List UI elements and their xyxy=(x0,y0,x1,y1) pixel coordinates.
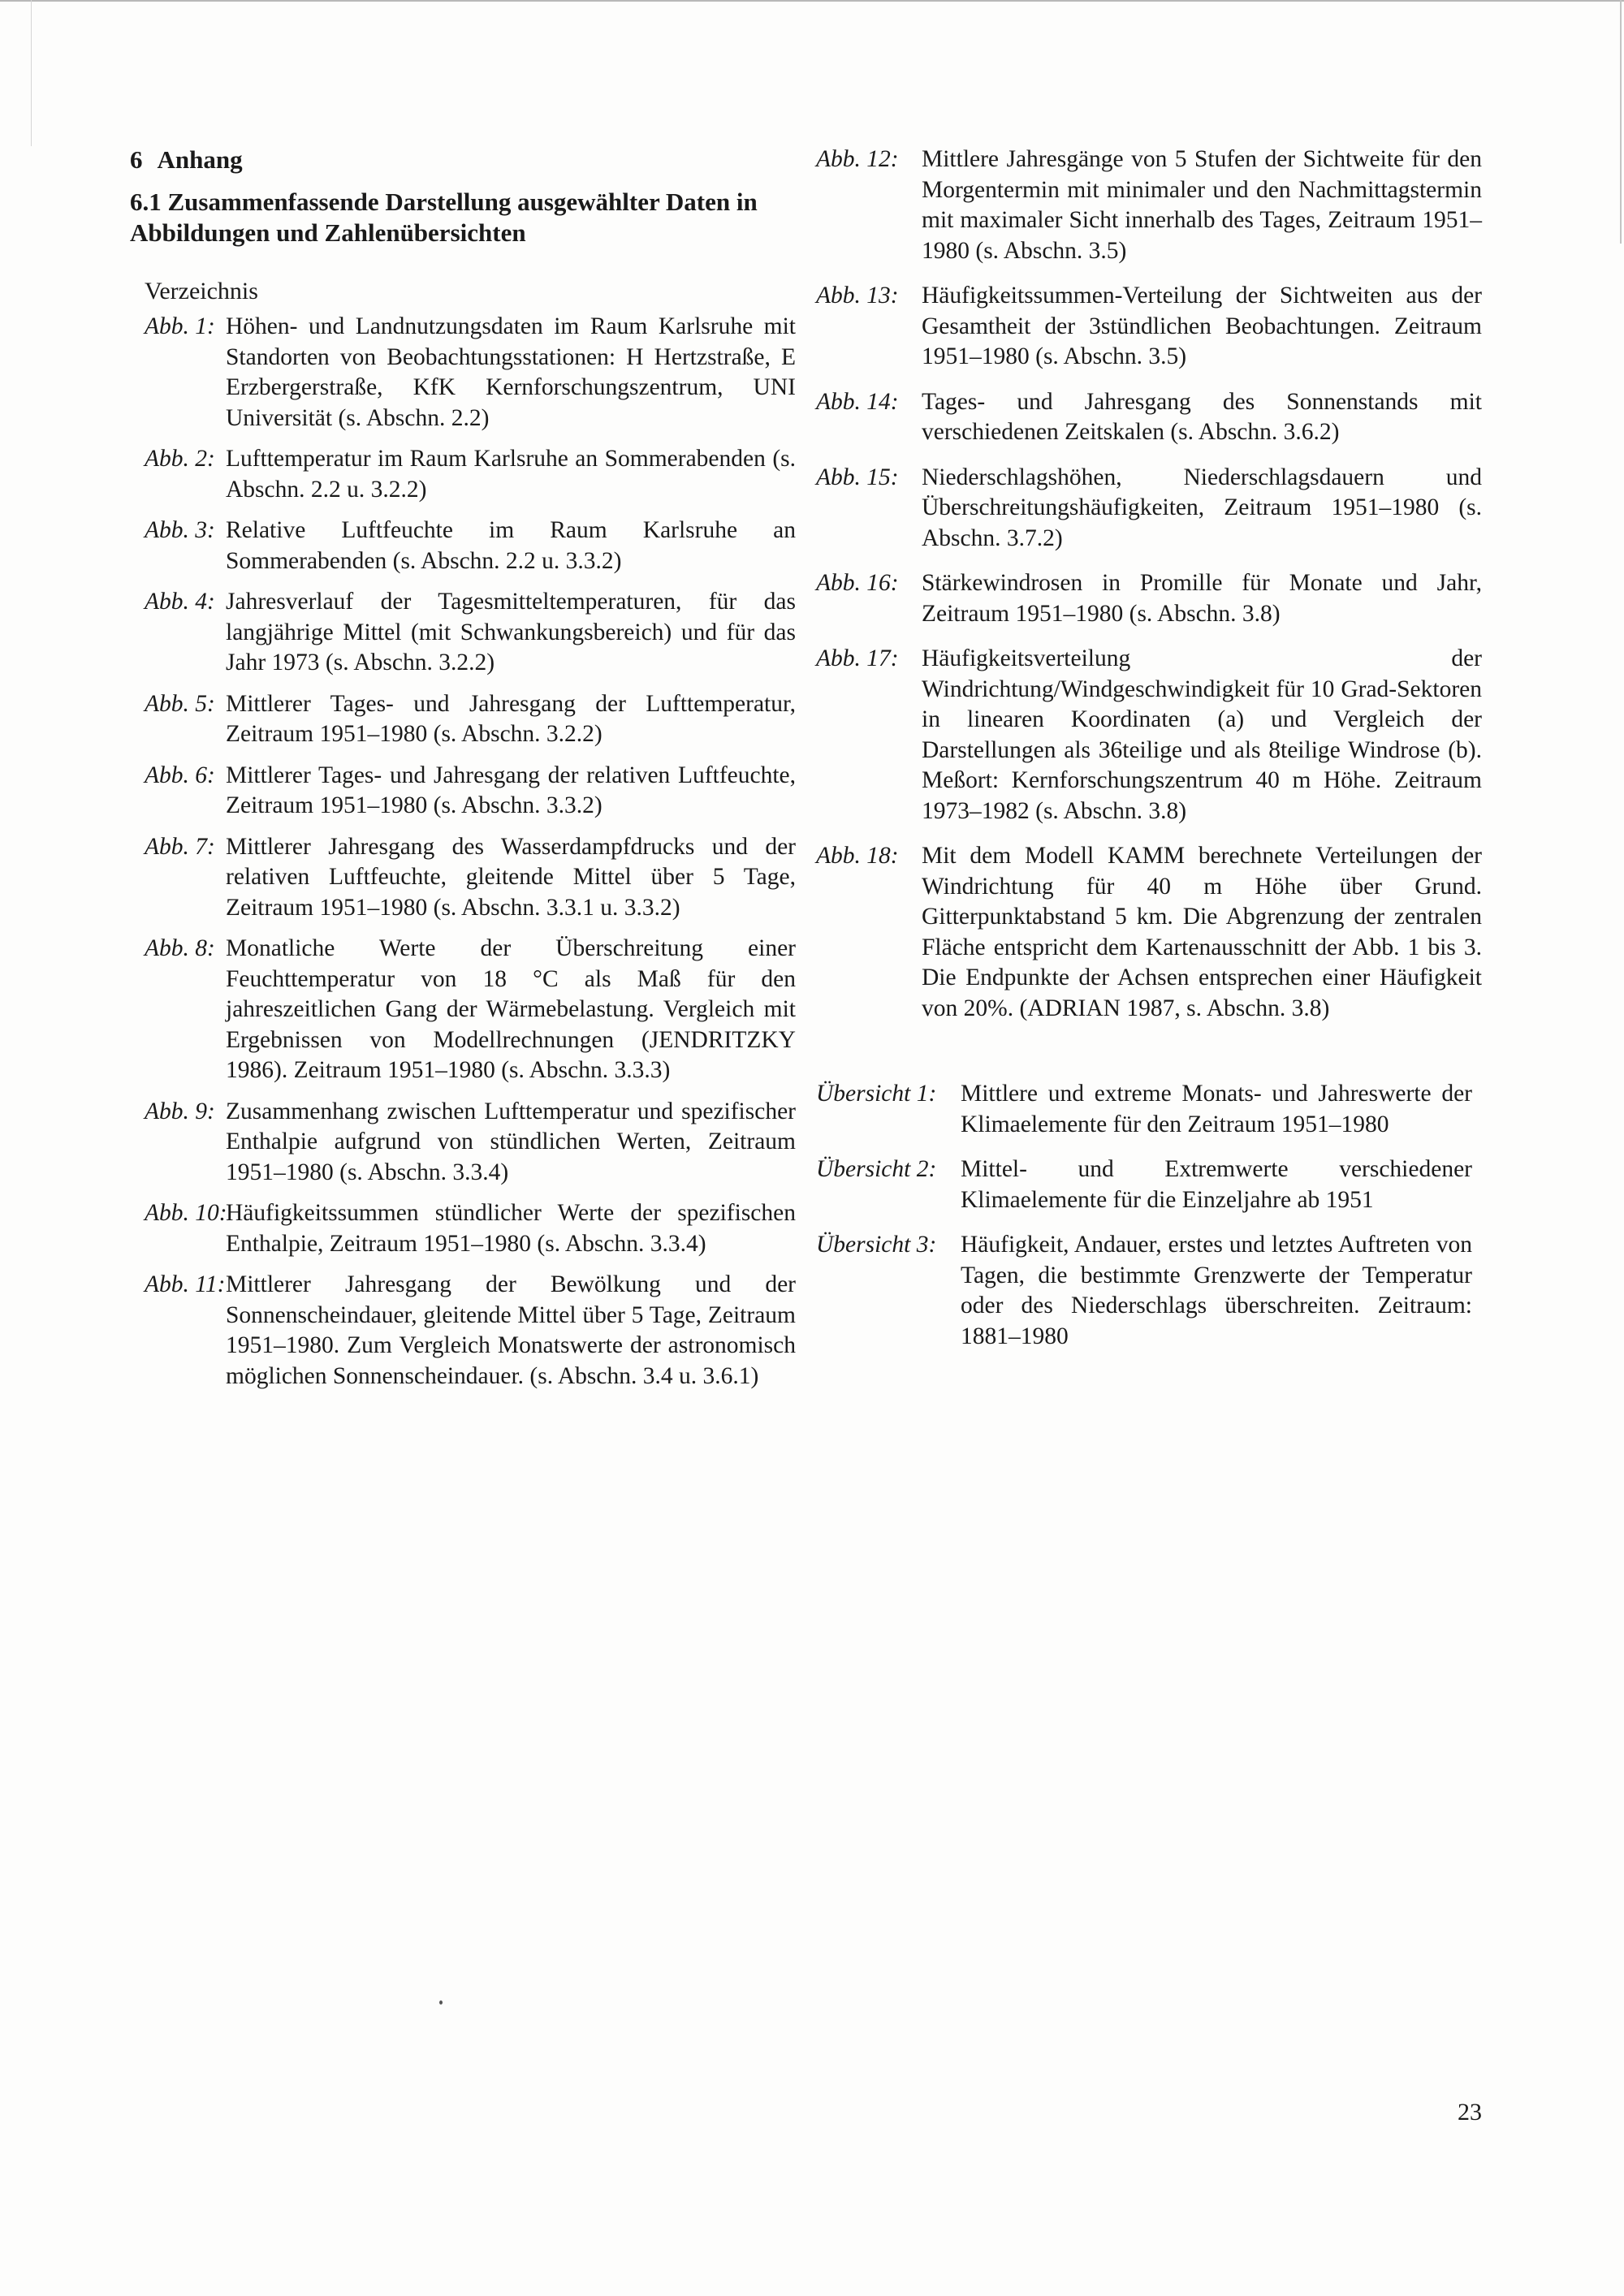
verzeichnis-label: Verzeichnis xyxy=(145,278,258,304)
overview-caption: Häufigkeit, Andauer, erstes und letztes Auftreten von Tagen, die bestimmte Grenzwerte der Temperatur oder des Niederschlags überschreiten. Zeitraum: 1881–1980 xyxy=(961,1232,1472,1349)
figure-entry xyxy=(816,568,1482,629)
figure-label: Abb. 1: xyxy=(145,313,215,339)
chapter-number: 6 xyxy=(130,145,143,174)
overview-entry xyxy=(816,1154,1482,1215)
figure-entry xyxy=(816,841,1482,1024)
figure-caption: Zusammenhang zwischen Lufttemperatur und spezifischer Enthalpie aufgrund von stündlichen Werten, Zeitraum 1951–1980 (s. Abschn. 3.3.4) xyxy=(226,1098,796,1185)
figure-entry xyxy=(816,387,1482,448)
figure-label: Abb. 5: xyxy=(145,690,215,717)
overview-label: Übersicht 1: xyxy=(816,1081,937,1107)
overview-label: Übersicht 2: xyxy=(816,1156,937,1182)
figure-caption: Jahresverlauf der Tagesmitteltemperaturen, für das langjährige Mittel (mit Schwankungsbereich) und für das Jahr 1973 (s. Abschn. 3.2.2) xyxy=(226,589,796,675)
figure-label: Abb. 8: xyxy=(145,935,215,961)
figure-caption: Stärkewindrosen in Promille für Monate und Jahr, Zeitraum 1951–1980 (s. Abschn. 3.8) xyxy=(922,570,1482,627)
figure-label: Abb. 9: xyxy=(145,1098,215,1124)
page-number: 23 xyxy=(1458,2099,1482,2126)
figure-entry xyxy=(816,644,1482,826)
figure-entry xyxy=(816,145,1482,266)
overview-label: Übersicht 3: xyxy=(816,1232,937,1258)
figure-caption: Höhen- und Landnutzungsdaten im Raum Karlsruhe mit Standorten von Beobachtungsstationen: H Hertzstraße, E Erzbergerstraße, KfK Kernforschungszentrum, UNI Universität (s. Abschn. 2.2) xyxy=(226,313,796,431)
left-column xyxy=(130,145,796,1392)
figure-caption: Häufigkeitsverteilung der Windrichtung/Windgeschwindigkeit für 10 Grad-Sektoren in linearen Koordinaten (a) und Vergleich der Darstellungen als 36teilige und als 8teilige Windrose (b). Meßort: Kernforschungszentrum 40 m Höhe. Zeitraum 1973–1982 (s. Abschn. 3.8) xyxy=(922,645,1482,824)
figure-label: Abb. 18: xyxy=(816,843,899,869)
figure-entry xyxy=(130,312,796,434)
chapter-heading xyxy=(130,145,796,175)
figure-caption: Tages- und Jahresgang des Sonnenstands mit verschiedenen Zeitskalen (s. Abschn. 3.6.2) xyxy=(922,388,1482,445)
right-column xyxy=(816,145,1482,1352)
overview-entry xyxy=(816,1230,1482,1352)
scan-edge-top xyxy=(0,0,1624,2)
section-heading xyxy=(130,187,796,248)
figure-label: Abb. 2: xyxy=(145,446,215,472)
figure-label: Abb. 14: xyxy=(816,388,899,415)
figure-caption: Mittlerer Tages- und Jahresgang der relativen Luftfeuchte, Zeitraum 1951–1980 (s. Abschn. 3.3.2) xyxy=(226,762,796,818)
figure-entry xyxy=(130,689,796,750)
figure-entry xyxy=(816,463,1482,555)
figure-entry xyxy=(130,832,796,924)
figure-label: Abb. 4: xyxy=(145,589,215,615)
figure-entry xyxy=(130,1097,796,1189)
figure-caption: Niederschlagshöhen, Niederschlagsdauern und Überschreitungshäufigkeiten, Zeitraum 1951–1980 (s. Abschn. 3.7.2) xyxy=(922,464,1482,551)
overview-entry xyxy=(816,1079,1482,1140)
figure-entry xyxy=(816,281,1482,373)
figure-entry xyxy=(130,516,796,576)
figure-caption: Mit dem Modell KAMM berechnete Verteilungen der Windrichtung für 40 m Höhe über Grund. Gitterpunktabstand 5 km. Die Abgrenzung der zentralen Fläche entspricht dem Kartenausschnitt der Abb. 1 bis 3. Die Endpunkte der Achsen entsprechen einer Häufigkeit von 20%. (ADRIAN 1987, s. Abschn. 3.8) xyxy=(922,843,1482,1021)
figure-entry xyxy=(130,1270,796,1392)
figure-label: Abb. 15: xyxy=(816,464,899,490)
scan-edge-left xyxy=(31,0,32,146)
section-number: 6.1 xyxy=(130,188,162,216)
figure-caption: Mittlerer Jahresgang des Wasserdampfdrucks und der relativen Luftfeuchte, gleitende Mittel über 5 Tage, Zeitraum 1951–1980 (s. Abschn. 3.3.1 u. 3.3.2) xyxy=(226,833,796,921)
chapter-title: Anhang xyxy=(157,145,243,174)
figure-label: Abb. 16: xyxy=(816,570,899,596)
figure-caption: Relative Luftfeuchte im Raum Karlsruhe an Sommerabenden (s. Abschn. 2.2 u. 3.3.2) xyxy=(226,517,796,574)
figure-caption: Mittlerer Jahresgang der Bewölkung und der Sonnenscheindauer, gleitende Mittel über 5 Tage, Zeitraum 1951–1980. Zum Vergleich Monatswerte der astronomisch möglichen Sonnenscheindauer. (s. Abschn. 3.4 u. 3.6.1) xyxy=(226,1271,796,1389)
figure-caption: Monatliche Werte der Überschreitung einer Feuchttemperatur von 18 °C als Maß für den jahreszeitlichen Gang der Wärmebelastung. Vergleich mit Ergebnissen von Modellrechnungen (JENDRITZKY 1986). Zeitraum 1951–1980 (s. Abschn. 3.3.3) xyxy=(226,935,796,1083)
figure-label: Abb. 10: xyxy=(145,1200,227,1226)
figure-label: Abb. 13: xyxy=(816,283,899,309)
figure-label: Abb. 6: xyxy=(145,762,215,788)
overview-caption: Mittel- und Extremwerte verschiedener Klimaelemente für die Einzeljahre ab 1951 xyxy=(961,1156,1472,1213)
figure-label: Abb. 3: xyxy=(145,517,215,543)
figure-entry xyxy=(130,1198,796,1259)
figure-entry xyxy=(130,444,796,505)
figure-entry xyxy=(130,761,796,822)
figure-caption: Mittlerer Tages- und Jahresgang der Lufttemperatur, Zeitraum 1951–1980 (s. Abschn. 3.2.2) xyxy=(226,690,796,747)
figure-caption: Lufttemperatur im Raum Karlsruhe an Sommerabenden (s. Abschn. 2.2 u. 3.2.2) xyxy=(226,446,796,503)
figure-label: Abb. 7: xyxy=(145,833,215,860)
figure-caption: Häufigkeitssummen-Verteilung der Sichtweiten aus der Gesamtheit der 3stündlichen Beobachtungen. Zeitraum 1951–1980 (s. Abschn. 3.5) xyxy=(922,283,1482,369)
figure-entry xyxy=(130,587,796,679)
scan-edge-right xyxy=(1620,0,1622,244)
figure-caption: Mittlere Jahresgänge von 5 Stufen der Sichtweite für den Morgentermin mit minimaler und den Nachmittagstermin mit maximaler Sicht innerhalb des Tages, Zeitraum 1951–1980 (s. Abschn. 3.5) xyxy=(922,146,1482,264)
figure-label: Abb. 11: xyxy=(145,1271,226,1297)
section-title: Zusammenfassende Darstellung ausgewählter Daten in Abbildungen und Zahlenübersichten xyxy=(130,188,758,247)
overview-caption: Mittlere und extreme Monats- und Jahreswerte der Klimaelemente für den Zeitraum 1951–1980 xyxy=(961,1081,1472,1137)
scan-speck xyxy=(439,2000,443,2005)
figure-entry xyxy=(130,934,796,1086)
figure-label: Abb. 17: xyxy=(816,645,899,671)
figure-label: Abb. 12: xyxy=(816,146,899,172)
figure-caption: Häufigkeitssummen stündlicher Werte der spezifischen Enthalpie, Zeitraum 1951–1980 (s. Abschn. 3.3.4) xyxy=(226,1200,796,1257)
